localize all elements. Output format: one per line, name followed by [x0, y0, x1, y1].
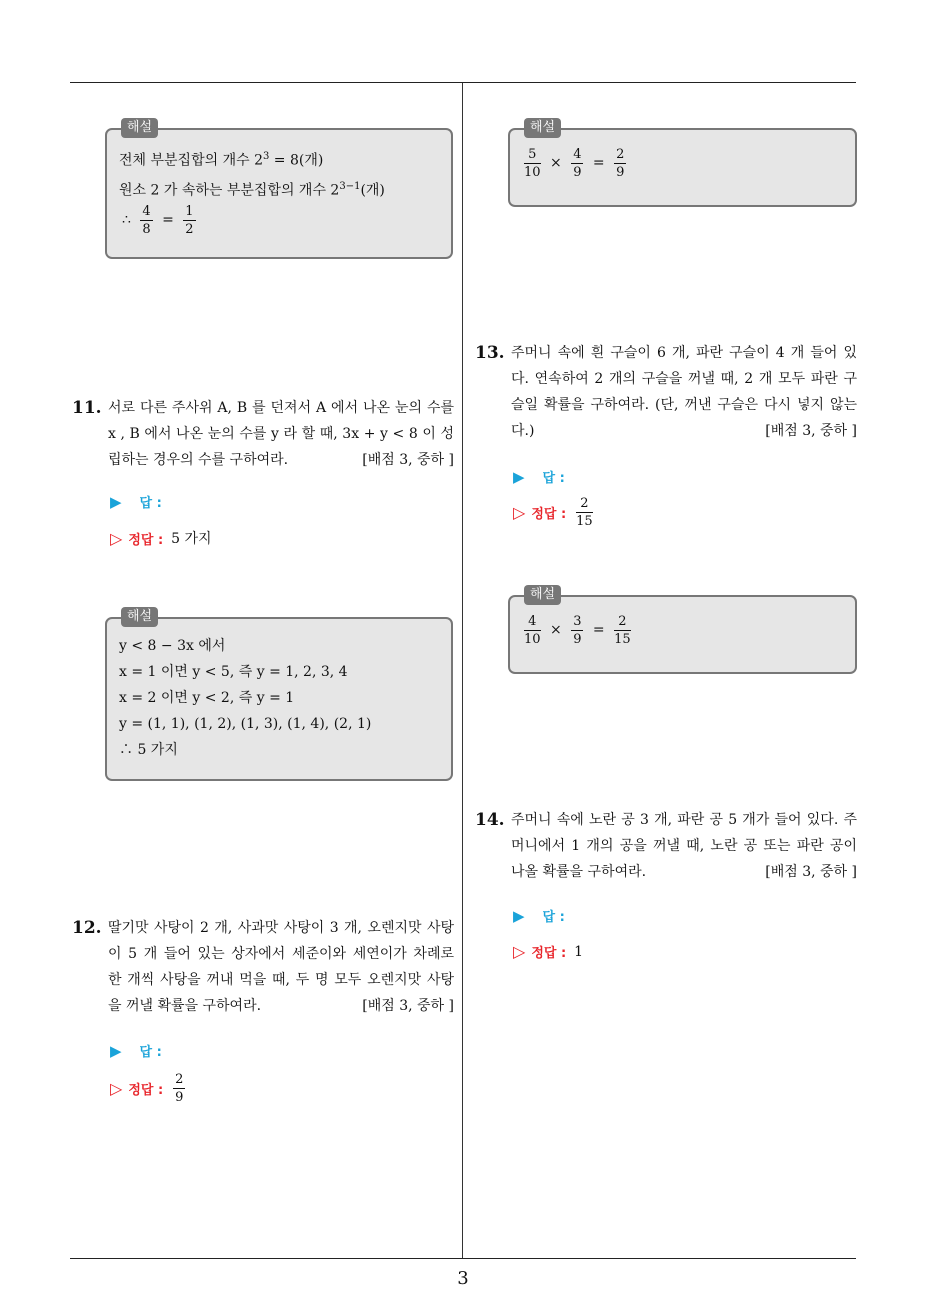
play-triangle-icon: ▶	[110, 492, 122, 511]
fraction: $\frac{3}{9}$	[573, 614, 582, 647]
problem-13	[475, 340, 857, 444]
solution-line: x = 2 이면 y < 2, 즉 y = 1	[119, 690, 295, 706]
fraction: $\frac{5}{10}$	[524, 147, 541, 180]
problem-text: 주머니 속에 흰 구슬이 6 개, 파란 구슬이 4 개 들어 있다. 연속하여 2 개의 구슬을 꺼낼 때, 2 개 모두 파란 구슬일 확률을 구하여라. (단, 꺼낸 구슬은 다시 넣지 않는다.) [배점 3, 중하 ]	[511, 340, 857, 444]
solution-tag: 해설	[524, 118, 561, 138]
solution-box-11	[105, 609, 453, 781]
play-triangle-icon: ▶	[513, 906, 525, 925]
score-label: [배점 3, 중하 ]	[765, 864, 857, 880]
answer-label: 답 :	[542, 471, 565, 486]
answer-label: 답 :	[542, 910, 565, 925]
problem-11	[72, 395, 454, 473]
answer-row-11	[110, 492, 162, 511]
fraction: $\frac{4}{9}$	[573, 147, 582, 180]
problem-number: 14.	[475, 810, 505, 830]
problem-12	[72, 915, 454, 1019]
problem-text: 딸기맛 사탕이 2 개, 사과맛 사탕이 3 개, 오렌지맛 사탕이 5 개 들어 있는 상자에서 세준이와 세연이가 차례로 한 개씩 사탕을 꺼내 먹을 때, 두 명 모두 오렌지맛 사탕을 꺼낼 확률을 구하여라. [배점 3, 중하 ]	[108, 915, 454, 1019]
correct-row-13	[513, 497, 595, 528]
solution-line: 전체 부분집합의 개수 $2^3 = 8$(개)	[119, 151, 324, 169]
correct-label: 정답 :	[128, 1083, 164, 1098]
solution-box-10	[105, 120, 453, 259]
solution-line: ∴ $\frac{4}{8}$ = $\frac{1}{2}$	[122, 204, 194, 238]
solution-line: $\frac{4}{10}$ × $\frac{3}{9}$ = $\frac{2}{15}$	[524, 614, 631, 647]
answer-label: 답 :	[139, 1045, 162, 1060]
answer-label: 답 :	[139, 496, 162, 511]
solution-box-13	[508, 587, 857, 674]
solution-tag: 해설	[524, 585, 561, 605]
fraction: $\frac{4}{8}$	[142, 204, 151, 238]
solution-box-12	[508, 120, 857, 207]
hollow-triangle-icon: ▷	[513, 503, 526, 522]
correct-fraction: $\frac{2}{9}$	[175, 1072, 184, 1105]
hollow-triangle-icon: ▷	[110, 1079, 123, 1098]
solution-line: x = 1 이면 y < 5, 즉 y = 1, 2, 3, 4	[119, 664, 348, 680]
page-number: 3	[457, 1268, 469, 1289]
fraction: $\frac{2}{9}$	[616, 147, 625, 180]
play-triangle-icon: ▶	[110, 1041, 122, 1060]
solution-line: y < 8 − 3x 에서	[119, 638, 226, 654]
problem-number: 11.	[72, 398, 102, 418]
fraction: $\frac{4}{10}$	[524, 614, 541, 647]
solution-line: ∴ 5 가지	[119, 742, 178, 758]
column-divider	[462, 83, 463, 1258]
fraction: $\frac{1}{2}$	[185, 204, 194, 238]
answer-row-14	[513, 906, 565, 925]
play-triangle-icon: ▶	[513, 467, 525, 486]
solution-line: 원소 2 가 속하는 부분집합의 개수 $2^{3-1}$(개)	[119, 180, 385, 199]
correct-row-14	[513, 942, 583, 961]
correct-label: 정답 :	[531, 946, 567, 961]
correct-fraction: $\frac{2}{15}$	[576, 496, 593, 529]
solution-tag: 해설	[121, 118, 158, 138]
score-label: [배점 3, 중하 ]	[765, 423, 857, 439]
solution-line: y = (1, 1), (1, 2), (1, 3), (1, 4), (2, 1)	[119, 716, 372, 732]
hollow-triangle-icon: ▷	[513, 942, 526, 961]
problem-number: 12.	[72, 918, 102, 938]
score-label: [배점 3, 중하 ]	[362, 998, 454, 1014]
correct-label: 정답 :	[128, 532, 164, 548]
fraction: $\frac{2}{15}$	[614, 614, 631, 647]
correct-row-12	[110, 1073, 187, 1104]
correct-label: 정답 :	[531, 507, 567, 522]
correct-value: 1	[574, 943, 584, 960]
footer-rule	[70, 1258, 856, 1259]
header-rule	[70, 82, 856, 83]
score-label: [배점 3, 중하 ]	[362, 452, 454, 468]
correct-row-11	[110, 528, 212, 548]
correct-value: 5 가지	[171, 531, 212, 547]
hollow-triangle-icon: ▷	[110, 528, 123, 548]
answer-row-13	[513, 467, 565, 486]
problem-14	[475, 807, 857, 885]
solution-line: $\frac{5}{10}$ × $\frac{4}{9}$ = $\frac{2}{9}$	[524, 147, 625, 180]
answer-row-12	[110, 1041, 162, 1060]
problem-number: 13.	[475, 343, 505, 363]
problem-text: 주머니 속에 노란 공 3 개, 파란 공 5 개가 들어 있다. 주머니에서 1 개의 공을 꺼낼 때, 노란 공 또는 파란 공이 나올 확률을 구하여라. [배점 3, 중하 ]	[511, 807, 857, 885]
solution-tag: 해설	[121, 607, 158, 627]
problem-text: 서로 다른 주사위 A, B 를 던져서 A 에서 나온 눈의 수를 x , B 에서 나온 눈의 수를 y 라 할 때, 3x + y < 8 이 성립하는 경우의 수를 구하여라. [배점 3, 중하 ]	[108, 395, 454, 473]
